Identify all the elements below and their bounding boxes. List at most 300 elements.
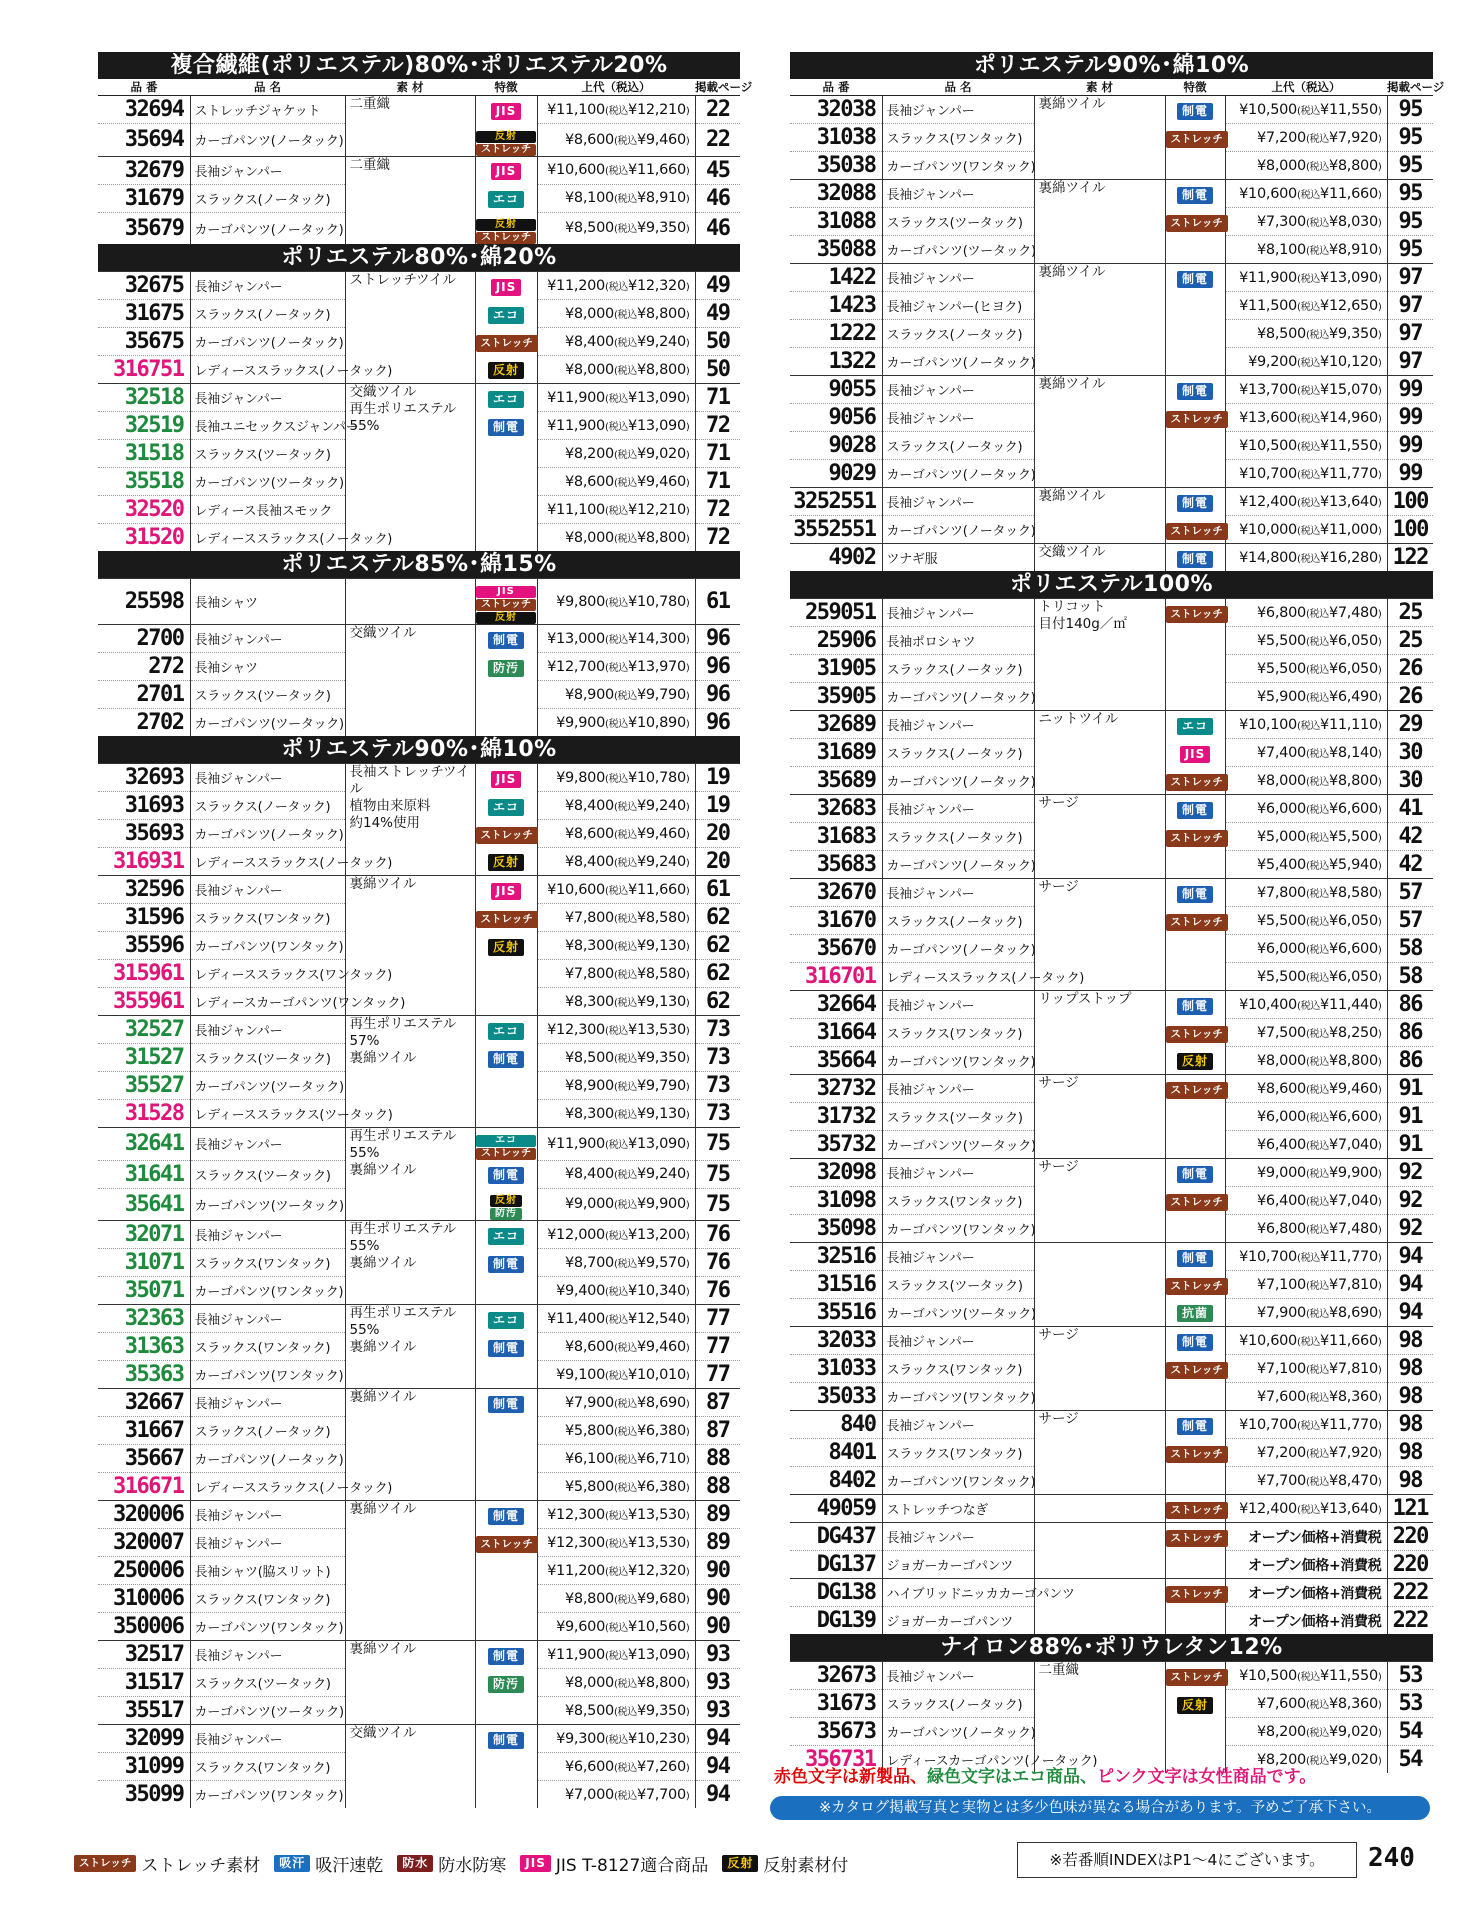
paren: ) bbox=[1377, 720, 1382, 732]
section-title-text: ポリエステル90%･綿10% bbox=[98, 736, 740, 764]
price bbox=[537, 1305, 695, 1333]
price bbox=[1225, 935, 1387, 963]
product-code: 35098 bbox=[790, 1215, 882, 1243]
legend-tag-kyu: 吸汗 bbox=[274, 1855, 310, 1872]
product-code: 316671 bbox=[98, 1473, 190, 1501]
material-line: リップストップ bbox=[1038, 991, 1132, 1007]
catalog-page: 50 bbox=[695, 328, 740, 356]
section-title-text: ポリエステル90%･綿10% bbox=[790, 52, 1433, 79]
price-base: ¥8,000 bbox=[565, 529, 614, 546]
product-name: 長袖ジャンパー bbox=[190, 1529, 345, 1557]
tag-jis: JIS bbox=[476, 586, 536, 598]
tax-label: (税込 bbox=[613, 857, 637, 869]
catalog-page: 86 bbox=[1387, 991, 1433, 1019]
tag-seiden: 制電 bbox=[488, 1167, 524, 1184]
tax-label: (税込 bbox=[613, 1454, 637, 1466]
product-code: 356731 bbox=[790, 1746, 882, 1774]
tag-seiden: 制電 bbox=[1177, 1250, 1213, 1267]
table-row bbox=[98, 764, 740, 792]
paren: ) bbox=[685, 913, 690, 925]
product-name: 長袖ジャンパー bbox=[190, 764, 345, 792]
product-code: 32033 bbox=[790, 1327, 882, 1355]
product-name: カーゴパンツ(ノータック) bbox=[190, 328, 345, 356]
product-name: 長袖ジャンパー bbox=[190, 1016, 345, 1044]
tax-label: (税込 bbox=[613, 997, 637, 1009]
feature-tags bbox=[1165, 823, 1225, 851]
tax-label: (税込 bbox=[605, 1286, 629, 1298]
price-tax: ¥7,920 bbox=[1328, 1444, 1378, 1461]
product-code: 31520 bbox=[98, 524, 190, 552]
product-code: 2700 bbox=[98, 625, 190, 653]
tag-eco: エコ bbox=[488, 1228, 524, 1245]
price-tax: ¥8,140 bbox=[1328, 744, 1378, 761]
price-base: ¥12,000 bbox=[547, 1226, 605, 1243]
paren: ) bbox=[685, 690, 690, 702]
tag-jis: JIS bbox=[491, 279, 522, 296]
price-base: ¥13,600 bbox=[1239, 409, 1297, 426]
product-code: 35517 bbox=[98, 1697, 190, 1725]
paren: ) bbox=[1377, 1140, 1382, 1152]
tag-eco: エコ bbox=[488, 307, 524, 324]
price-base: ¥10,500 bbox=[1239, 1667, 1297, 1684]
price-base: ¥8,900 bbox=[565, 686, 614, 703]
product-code: 35088 bbox=[790, 236, 882, 264]
table-row bbox=[98, 876, 740, 904]
tag-stretch: ストレッチ bbox=[1166, 1194, 1228, 1211]
price-tax: ¥8,800 bbox=[636, 361, 686, 378]
feature-tags bbox=[475, 496, 537, 524]
price-base: ¥8,900 bbox=[565, 1077, 614, 1094]
tax-label: (税込 bbox=[605, 281, 629, 293]
price bbox=[537, 904, 695, 932]
catalog-page: 222 bbox=[1387, 1579, 1433, 1607]
tax-label: (税込 bbox=[1305, 1727, 1329, 1739]
tax-label: (税込 bbox=[613, 690, 637, 702]
feature-tags bbox=[475, 1188, 537, 1221]
product-code: 9055 bbox=[790, 376, 882, 404]
product-code: 35071 bbox=[98, 1277, 190, 1305]
paren: ) bbox=[1377, 1252, 1382, 1264]
product-code: DG139 bbox=[790, 1607, 882, 1635]
product-code: 1322 bbox=[790, 348, 882, 376]
feature-tags bbox=[1165, 739, 1225, 767]
tag-stretch: ストレッチ bbox=[1166, 1586, 1228, 1603]
product-code: 35516 bbox=[790, 1299, 882, 1327]
paren: ) bbox=[1377, 832, 1382, 844]
price-base: ¥5,500 bbox=[1257, 968, 1306, 985]
product-code: 32641 bbox=[98, 1128, 190, 1161]
catalog-page: 25 bbox=[1387, 599, 1433, 627]
price bbox=[537, 792, 695, 820]
material-line: 二重織 bbox=[1038, 1662, 1079, 1678]
catalog-page: 50 bbox=[706, 357, 730, 382]
tag-reflect: 反射 bbox=[490, 1195, 522, 1207]
tax-label: (税込 bbox=[1305, 804, 1329, 816]
material bbox=[345, 1221, 475, 1305]
product-name: カーゴパンツ(ワンタック) bbox=[882, 1383, 1034, 1411]
tax-label: (税込 bbox=[1305, 1364, 1329, 1376]
price-tax: ¥13,090 bbox=[628, 417, 686, 434]
price bbox=[1225, 320, 1387, 348]
price bbox=[537, 184, 695, 212]
paren: ) bbox=[1377, 1755, 1382, 1767]
tag-stretch: ストレッチ bbox=[1166, 914, 1228, 931]
price-base: ¥9,800 bbox=[556, 593, 605, 610]
price bbox=[1225, 1662, 1387, 1690]
price-tax: ¥13,530 bbox=[628, 1506, 686, 1523]
product-name: カーゴパンツ(ツータック) bbox=[190, 1072, 345, 1100]
price bbox=[537, 272, 695, 300]
tax-label: (税込 bbox=[1305, 1168, 1329, 1180]
price-tax: ¥9,900 bbox=[636, 1196, 686, 1213]
product-name: スラックス(ツータック) bbox=[882, 208, 1034, 236]
price-tax: ¥6,380 bbox=[636, 1422, 686, 1439]
price-base: ¥12,700 bbox=[547, 658, 605, 675]
paren: ) bbox=[1377, 497, 1382, 509]
material-line: 裏綿ツイル bbox=[349, 1255, 417, 1271]
price bbox=[537, 156, 695, 184]
price-tax: ¥13,200 bbox=[628, 1226, 686, 1243]
price bbox=[1225, 208, 1387, 236]
feature-tags bbox=[475, 328, 537, 356]
tax-label: (税込 bbox=[1305, 776, 1329, 788]
product-code: 3252551 bbox=[790, 488, 882, 516]
price bbox=[537, 1641, 695, 1669]
price-tax: ¥9,460 bbox=[1328, 1080, 1378, 1097]
product-code: 35679 bbox=[98, 212, 190, 244]
price-base: ¥8,500 bbox=[565, 1049, 614, 1066]
section-title bbox=[98, 244, 740, 272]
price bbox=[537, 932, 695, 960]
tag-stretch: ストレッチ bbox=[1166, 131, 1228, 148]
legend-text: 吸汗速乾 bbox=[315, 1856, 384, 1876]
tag-stretch: ストレッチ bbox=[476, 144, 536, 156]
price bbox=[537, 468, 695, 496]
price-base: ¥5,500 bbox=[1257, 632, 1306, 649]
feature-tags bbox=[475, 1641, 537, 1669]
feature-tags bbox=[1165, 1355, 1225, 1383]
price-tax: ¥7,810 bbox=[1328, 1360, 1378, 1377]
tax-label: (税込 bbox=[1305, 832, 1329, 844]
feature-tags bbox=[475, 681, 537, 709]
product-code: 31675 bbox=[98, 300, 190, 328]
product-code: 35641 bbox=[98, 1188, 190, 1221]
paren: ) bbox=[1377, 636, 1382, 648]
price bbox=[1225, 236, 1387, 264]
catalog-page: 220 bbox=[1387, 1523, 1433, 1551]
catalog-page: 95 bbox=[1398, 237, 1422, 262]
price bbox=[1225, 1075, 1387, 1103]
feature-tags bbox=[1165, 1131, 1225, 1159]
product-code: 350006 bbox=[98, 1613, 190, 1641]
tag-seiden: 制電 bbox=[1177, 551, 1213, 568]
tag-seiden: 制電 bbox=[488, 419, 524, 436]
paren: ) bbox=[1377, 1308, 1382, 1320]
price-tax: ¥9,350 bbox=[636, 220, 686, 237]
product-name: スラックス(ノータック) bbox=[882, 432, 1034, 460]
price-base: ¥10,700 bbox=[1239, 1416, 1297, 1433]
tax-label: (税込 bbox=[613, 1594, 637, 1606]
feature-tags bbox=[1165, 460, 1225, 488]
material-line: 交織ツイル bbox=[349, 1725, 417, 1741]
price-base: ¥5,400 bbox=[1257, 856, 1306, 873]
feature-tags bbox=[1165, 1718, 1225, 1746]
catalog-page: 96 bbox=[695, 681, 740, 709]
product-code: 32098 bbox=[790, 1159, 882, 1187]
catalog-page: 77 bbox=[695, 1333, 740, 1361]
price-base: ¥7,000 bbox=[565, 1786, 614, 1803]
catalog-page: 62 bbox=[695, 932, 740, 960]
feature-tags bbox=[475, 1016, 537, 1044]
catalog-page: 97 bbox=[1398, 349, 1422, 374]
price-tax: ¥10,230 bbox=[628, 1730, 686, 1747]
tax-label: (税込 bbox=[613, 969, 637, 981]
price-base: ¥11,400 bbox=[547, 1310, 605, 1327]
right-product-panel bbox=[790, 52, 1445, 1773]
paren: ) bbox=[685, 801, 690, 813]
catalog-page: 96 bbox=[695, 625, 740, 653]
price-tax: ¥7,810 bbox=[1328, 1276, 1378, 1293]
tax-label: (税込 bbox=[1305, 1028, 1329, 1040]
table-row bbox=[98, 156, 740, 184]
feature-tags bbox=[475, 468, 537, 496]
feature-tags bbox=[475, 1613, 537, 1641]
price bbox=[1225, 1131, 1387, 1159]
tag-seiden: 制電 bbox=[488, 1508, 524, 1525]
feature-tags bbox=[1165, 907, 1225, 935]
product-code: 250006 bbox=[98, 1557, 190, 1585]
paren: ) bbox=[1377, 161, 1382, 173]
header-material: 素 材 bbox=[1034, 79, 1165, 96]
material bbox=[345, 1501, 475, 1641]
section-title bbox=[98, 551, 740, 579]
table-row bbox=[98, 1016, 740, 1044]
product-name: 長袖ジャンパー bbox=[882, 1159, 1034, 1187]
price-tax: ¥9,130 bbox=[636, 1105, 686, 1122]
product-name: カーゴパンツ(ワンタック) bbox=[190, 1781, 345, 1809]
tax-label: (税込 bbox=[605, 393, 629, 405]
tag-stretch: ストレッチ bbox=[1166, 411, 1228, 428]
product-code: 32088 bbox=[790, 180, 882, 208]
legend-text: ストレッチ素材 bbox=[141, 1856, 261, 1876]
tag-eco: エコ bbox=[1177, 718, 1213, 735]
price-base: ¥8,600 bbox=[565, 825, 614, 842]
product-code: 31517 bbox=[98, 1669, 190, 1697]
tax-label: (税込 bbox=[605, 1566, 629, 1578]
product-name: 長袖ジャンパー bbox=[882, 879, 1034, 907]
left-product-panel bbox=[98, 52, 753, 1808]
feature-tags bbox=[1165, 236, 1225, 264]
paren: ) bbox=[685, 885, 690, 897]
tax-label: (税込 bbox=[1305, 972, 1329, 984]
paren: ) bbox=[685, 224, 690, 236]
price-tax: ¥12,650 bbox=[1320, 297, 1378, 314]
feature-tags bbox=[475, 1389, 537, 1417]
product-code: 32679 bbox=[98, 156, 190, 184]
product-code: 32071 bbox=[98, 1221, 190, 1249]
catalog-page: 96 bbox=[706, 710, 730, 735]
price-base: ¥9,900 bbox=[556, 714, 605, 731]
price bbox=[537, 709, 695, 737]
paren: ) bbox=[1377, 1336, 1382, 1348]
feature-tags bbox=[475, 1697, 537, 1725]
tax-label: (税込 bbox=[1305, 636, 1329, 648]
tax-label: (税込 bbox=[1305, 1056, 1329, 1068]
tax-label: (税込 bbox=[1305, 133, 1329, 145]
feature-tags bbox=[1165, 320, 1225, 348]
product-name: カーゴパンツ(ツータック) bbox=[190, 709, 345, 737]
section-title bbox=[790, 571, 1433, 599]
tax-label: (税込 bbox=[605, 1314, 629, 1326]
product-name: レディーススラックス(ノータック) bbox=[190, 524, 345, 552]
catalog-page: 93 bbox=[695, 1669, 740, 1697]
feature-tags bbox=[1165, 1243, 1225, 1271]
price-base: ¥8,200 bbox=[1257, 1751, 1306, 1768]
price bbox=[1225, 1187, 1387, 1215]
paren: ) bbox=[685, 105, 690, 117]
tag-stretch: ストレッチ bbox=[1166, 1278, 1228, 1295]
catalog-page: 90 bbox=[706, 1614, 730, 1639]
price bbox=[537, 653, 695, 681]
material-line: 交織ツイル bbox=[349, 625, 417, 641]
paren: ) bbox=[685, 597, 690, 609]
catalog-page: 91 bbox=[1387, 1075, 1433, 1103]
product-name: 長袖ジャンパー bbox=[190, 1641, 345, 1669]
catalog-page: 97 bbox=[1387, 320, 1433, 348]
price-base: ¥10,000 bbox=[1239, 521, 1297, 538]
catalog-page: 122 bbox=[1387, 544, 1433, 572]
paren: ) bbox=[685, 718, 690, 730]
feature-tags bbox=[1165, 935, 1225, 963]
product-name: カーゴパンツ(ツータック) bbox=[190, 468, 345, 496]
tax-label: (税込 bbox=[605, 773, 629, 785]
tax-label: (税込 bbox=[1297, 1420, 1321, 1432]
catalog-page: 76 bbox=[695, 1249, 740, 1277]
product-code: 9028 bbox=[790, 432, 882, 460]
price-base: ¥12,400 bbox=[1239, 493, 1297, 510]
product-code: 2701 bbox=[98, 681, 190, 709]
price bbox=[537, 356, 695, 384]
material-line: 裏綿ツイル bbox=[1038, 96, 1106, 112]
feature-tags bbox=[475, 1473, 537, 1501]
product-name: 長袖シャツ bbox=[190, 579, 345, 625]
paren: ) bbox=[685, 505, 690, 517]
product-name: 長袖ポロシャツ bbox=[882, 627, 1034, 655]
product-code: 31527 bbox=[98, 1044, 190, 1072]
price-base: ¥9,200 bbox=[1248, 353, 1297, 370]
header-page: 掲載ページ bbox=[695, 80, 753, 94]
price-base: ¥7,900 bbox=[565, 1394, 614, 1411]
header-feature: 特徴 bbox=[475, 79, 537, 96]
paren: ) bbox=[685, 194, 690, 205]
price-tax: ¥9,130 bbox=[636, 993, 686, 1010]
material bbox=[345, 384, 475, 552]
catalog-page: 96 bbox=[695, 653, 740, 681]
price-tax: ¥11,660 bbox=[628, 881, 686, 898]
price-base: ¥9,600 bbox=[556, 1618, 605, 1635]
product-code: 31518 bbox=[98, 440, 190, 468]
tag-stretch: ストレッチ bbox=[1166, 774, 1228, 791]
product-name: レディーススラックス(ノータック) bbox=[190, 1473, 345, 1501]
paren: ) bbox=[685, 1566, 690, 1578]
tag-seiden: 制電 bbox=[1177, 1166, 1213, 1183]
paren: ) bbox=[1377, 1224, 1382, 1236]
price-base: ¥7,200 bbox=[1257, 129, 1306, 146]
price bbox=[537, 1473, 695, 1501]
material-line: サージ bbox=[1038, 1075, 1079, 1091]
price-base: ¥11,500 bbox=[1239, 297, 1297, 314]
product-code: DG137 bbox=[790, 1551, 882, 1579]
price-base: ¥12,300 bbox=[547, 1021, 605, 1038]
paren: ) bbox=[685, 393, 690, 405]
feature-tags bbox=[475, 1417, 537, 1445]
catalog-page: 98 bbox=[1387, 1411, 1433, 1439]
catalog-page: 61 bbox=[695, 579, 740, 625]
price bbox=[1225, 1299, 1387, 1327]
product-name: カーゴパンツ(ノータック) bbox=[190, 820, 345, 848]
price-base: ¥10,600 bbox=[1239, 1332, 1297, 1349]
price-tax: ¥8,910 bbox=[1328, 241, 1378, 258]
catalog-page: 94 bbox=[1387, 1271, 1433, 1299]
price bbox=[1225, 1411, 1387, 1439]
material-line: 裏綿ツイル bbox=[1038, 264, 1106, 280]
tag-eco: エコ bbox=[488, 391, 524, 408]
material bbox=[1034, 1243, 1165, 1327]
price-base: ¥5,900 bbox=[1257, 688, 1306, 705]
catalog-page: 98 bbox=[1387, 1439, 1433, 1467]
price-base: ¥11,900 bbox=[547, 1646, 605, 1663]
tax-label: (税込 bbox=[1305, 1448, 1329, 1460]
feature-tags bbox=[1165, 1411, 1225, 1439]
tax-label: (税込 bbox=[1305, 1112, 1329, 1124]
catalog-page: 62 bbox=[695, 904, 740, 932]
feature-tags bbox=[475, 156, 537, 184]
catalog-page: 73 bbox=[706, 1101, 730, 1126]
product-code: 2702 bbox=[98, 709, 190, 737]
product-code: 32517 bbox=[98, 1641, 190, 1669]
legend-tag-jis: JIS bbox=[520, 1855, 551, 1872]
tax-label: (税込 bbox=[1297, 385, 1321, 397]
header-price: 上代（税込） bbox=[1225, 79, 1387, 96]
feature-tags bbox=[1165, 152, 1225, 180]
price-base: ¥6,000 bbox=[1257, 1108, 1306, 1125]
legend-text: 反射素材付 bbox=[763, 1856, 849, 1876]
paren: ) bbox=[685, 1734, 690, 1746]
product-name: カーゴパンツ(ノータック) bbox=[882, 348, 1034, 376]
price-base: ¥7,600 bbox=[1257, 1388, 1306, 1405]
feature-tags bbox=[1165, 1327, 1225, 1355]
price-base: ¥9,300 bbox=[556, 1730, 605, 1747]
price-base: ¥7,900 bbox=[1257, 1304, 1306, 1321]
product-name: カーゴパンツ(ノータック) bbox=[190, 1445, 345, 1473]
feature-tags bbox=[475, 960, 537, 988]
tax-label: (税込 bbox=[1297, 1000, 1321, 1012]
legend-item bbox=[520, 1851, 708, 1876]
feature-tags bbox=[1165, 767, 1225, 795]
catalog-page: 93 bbox=[706, 1698, 730, 1723]
feature-tags bbox=[475, 904, 537, 932]
product-code: 32670 bbox=[790, 879, 882, 907]
price bbox=[537, 1781, 695, 1809]
price-base: ¥8,000 bbox=[565, 1674, 614, 1691]
price-base: ¥9,000 bbox=[1257, 1164, 1306, 1181]
tag-boou: 防汚 bbox=[488, 660, 524, 677]
price-tax: ¥9,460 bbox=[636, 131, 686, 148]
product-code: 35694 bbox=[98, 124, 190, 157]
tax-label: (税込 bbox=[605, 505, 629, 517]
paren: ) bbox=[685, 309, 690, 321]
paren: ) bbox=[1377, 1448, 1382, 1460]
